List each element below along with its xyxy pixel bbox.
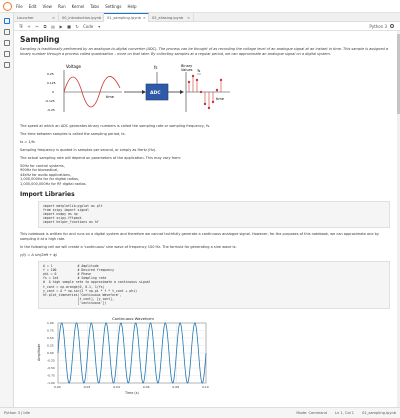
cursor-position[interactable]: Ln 1, Col 1 (334, 411, 355, 415)
code-line: f = 100 # Desired frequency (43, 267, 115, 272)
add-cell-icon[interactable]: + (27, 23, 31, 29)
left-sidebar (0, 13, 14, 407)
tab-sampling[interactable] (104, 13, 149, 22)
chevron-down-icon[interactable]: ▾ (98, 23, 101, 29)
notebook-content (14, 31, 400, 407)
document-tabs (14, 13, 400, 22)
diagram-time2-label: time (216, 97, 224, 101)
code-line: A = 1 # Amplitude (43, 263, 99, 268)
code-line: import numpy as np (43, 211, 78, 216)
menu-file[interactable]: File (16, 3, 23, 9)
rate-item: 1,000,000,000Hz for RF digital radios. (20, 181, 87, 186)
tab-label: Launcher (17, 15, 34, 20)
y-tick-label: 1.00 (47, 320, 54, 325)
x-axis-label: Time (s) (125, 390, 139, 395)
units-paragraph: Sampling frequency is quoted in samples per second, or simply as Hertz (Hz). (20, 148, 157, 152)
x-tick-label: 0.02 (83, 384, 91, 389)
kernel-indicator[interactable] (369, 24, 394, 29)
adc-label: ADC (150, 91, 161, 96)
tabs-icon[interactable] (4, 62, 10, 68)
running-icon[interactable] (4, 29, 10, 35)
code-line: # A high sample rate to approximate a continuous signal (43, 280, 151, 285)
menu-view[interactable]: View (42, 3, 52, 9)
menu-run[interactable]: Run (57, 3, 66, 9)
file-name-status: 01_sampling.ipynb (362, 411, 396, 415)
sampled-points (188, 75, 222, 109)
code-cell-sine[interactable] (38, 261, 390, 309)
stop-icon[interactable]: ■ (67, 23, 71, 29)
diagram-ytick: -0.25 (47, 108, 55, 112)
diagram-ytick: -0.125 (45, 99, 55, 103)
tab-launcher[interactable] (14, 13, 59, 22)
kernel-name: Python 3 (369, 23, 387, 29)
code-cell-import[interactable] (38, 201, 390, 228)
x-tick-label: 0.04 (113, 384, 120, 389)
code-line: import helper_functions as hf (43, 220, 99, 225)
notebook-toolbar (14, 22, 400, 31)
import-heading: Import Libraries (20, 190, 75, 198)
rate-item: 1,000,000Hz for for digital radios, (20, 177, 80, 182)
fs-label: fs (154, 65, 158, 70)
x-tick-label: 0.10 (202, 384, 209, 389)
paste-icon[interactable]: ▤ (51, 23, 55, 29)
folder-icon[interactable] (4, 18, 10, 24)
code-line: import scipy.fftpack (43, 216, 82, 221)
tab-label: 01_sampling.ipynb (107, 16, 141, 20)
tab-introduction[interactable] (59, 13, 104, 22)
y-tick-label: 0.25 (47, 343, 54, 348)
following-paragraph: In the following cell we will create a 'continuous' sine wave of frequency 100 Hz. The formula for generating a sine wave is: (20, 244, 237, 249)
menu-bar (16, 4, 137, 9)
equation-sine: y(t) = A sin(2πft + ϕ) (20, 252, 57, 257)
top-menu-bar (0, 0, 400, 13)
y-tick-label: -0.50 (47, 365, 55, 370)
sampling-period-paragraph: The time between samples is called the sampling period, ts. (20, 132, 126, 136)
tab-aliasing[interactable] (149, 13, 194, 22)
y-tick-label: 0.50 (47, 335, 54, 340)
written-paragraph: This notebook is written for and runs on a digital system and therefore we cannot truthfully generate a continuous analogue signal. However, for the purposes of this notebook, we can approximate one by sampling it at a high rate. (20, 231, 379, 241)
property-inspector-icon[interactable] (4, 51, 10, 57)
restart-icon[interactable]: ↻ (75, 23, 79, 29)
status-right (296, 411, 396, 415)
tab-label: 02_aliasing.ipynb (152, 15, 184, 20)
code-line: ['continuous']) (43, 301, 107, 306)
commands-icon[interactable] (4, 40, 10, 46)
diagram-voltage-label: Voltage (66, 64, 82, 69)
run-icon[interactable]: ▶ (59, 23, 63, 29)
diagram-ytick: 0.25 (47, 72, 54, 76)
menu-kernel[interactable]: Kernel (71, 3, 85, 9)
y-tick-label: 0.00 (47, 350, 54, 355)
ts-label: Ts (197, 69, 201, 73)
status-bar (0, 407, 400, 418)
copy-icon[interactable]: ⧉ (43, 23, 47, 29)
diagram-ytick: 0 (52, 90, 54, 94)
x-tick-label: 0.08 (172, 384, 180, 389)
y-tick-label: -0.25 (47, 358, 55, 363)
diagram-time-label: time (106, 95, 114, 99)
values-label: Values (181, 68, 193, 72)
menu-settings[interactable]: Settings (105, 3, 122, 9)
page-title: Sampling (20, 35, 60, 44)
menu-edit[interactable]: Edit (28, 3, 37, 9)
code-line: fs = 1e4 # Sampling rate (43, 276, 107, 281)
tab-label: 00_introduction.ipynb (62, 15, 102, 20)
cut-icon[interactable]: ✂ (35, 23, 39, 29)
code-line: t_cont = np.arange(0, 0.1, 1/fs) (43, 284, 105, 289)
code-line: import matplotlib.pyplot as plt (43, 203, 103, 208)
close-icon[interactable]: × (186, 15, 190, 20)
equation-period: ts = 1/fs (20, 140, 35, 144)
close-icon[interactable]: × (142, 16, 146, 20)
y-tick-label: 0.75 (47, 328, 54, 333)
code-line: phi = 0 # Phase (43, 271, 91, 276)
rate-item: 50Hz for control systems, (20, 163, 65, 168)
binary-label: Binary (181, 64, 193, 68)
y-tick-label: -1.00 (47, 380, 55, 385)
x-tick-label: 0.06 (142, 384, 150, 389)
mode-status: Mode: Command (296, 411, 327, 415)
kernel-status[interactable]: Python 3 | Idle (4, 411, 30, 415)
intro-paragraph: Sampling is traditionally performed by an analogue-to-digital converter (ADC). The process can be thought of as recording the voltage level of an analogue signal at an instant in time. This sample is assigned a binary number through a process called quantisation – more on that later. By collecting samples at a regular period, we can approximate an analogue signal on a digital system. (20, 47, 388, 56)
chart-title: Continuous Waveform (112, 315, 154, 321)
cell-type-select[interactable]: Code (83, 23, 94, 29)
adc-diagram (44, 60, 234, 118)
rate-item: 44kHz for audio applications, (20, 172, 72, 177)
code-line: y_cont = A * np.sin(2 * np.pi * f * t_cont + phi) (43, 288, 138, 293)
waveform-figure (34, 313, 400, 403)
kernel-status-icon (390, 24, 394, 28)
sampling-rate-paragraph: The speed at which an ADC generates binary numbers is called the sampling rate or sampling frequency, fs. (20, 124, 211, 128)
menu-tabs[interactable]: Tabs (90, 3, 100, 9)
close-icon[interactable]: × (51, 15, 55, 20)
y-axis-label: Amplitude (37, 343, 41, 361)
depends-paragraph: The actual sampling rate will depend on parameters of the application. This may vary from: (20, 156, 181, 160)
code-line: [t_cont], [y_cont], (43, 297, 115, 302)
rate-item: 900Hz for biomedical, (20, 168, 59, 173)
menu-help[interactable]: Help (127, 3, 137, 9)
waveform-chart (34, 313, 214, 399)
jupyter-logo-icon (3, 2, 12, 11)
diagram-ytick: 0.125 (47, 81, 56, 85)
code-line: hf.plot_timeseries('Continuous Waveform', (43, 293, 122, 297)
code-line: from scipy import signal (43, 207, 90, 212)
y-tick-label: -0.75 (47, 373, 55, 378)
rate-list (20, 164, 390, 187)
save-icon[interactable]: 🖫 (19, 22, 23, 28)
x-tick-label: 0.00 (54, 384, 61, 389)
